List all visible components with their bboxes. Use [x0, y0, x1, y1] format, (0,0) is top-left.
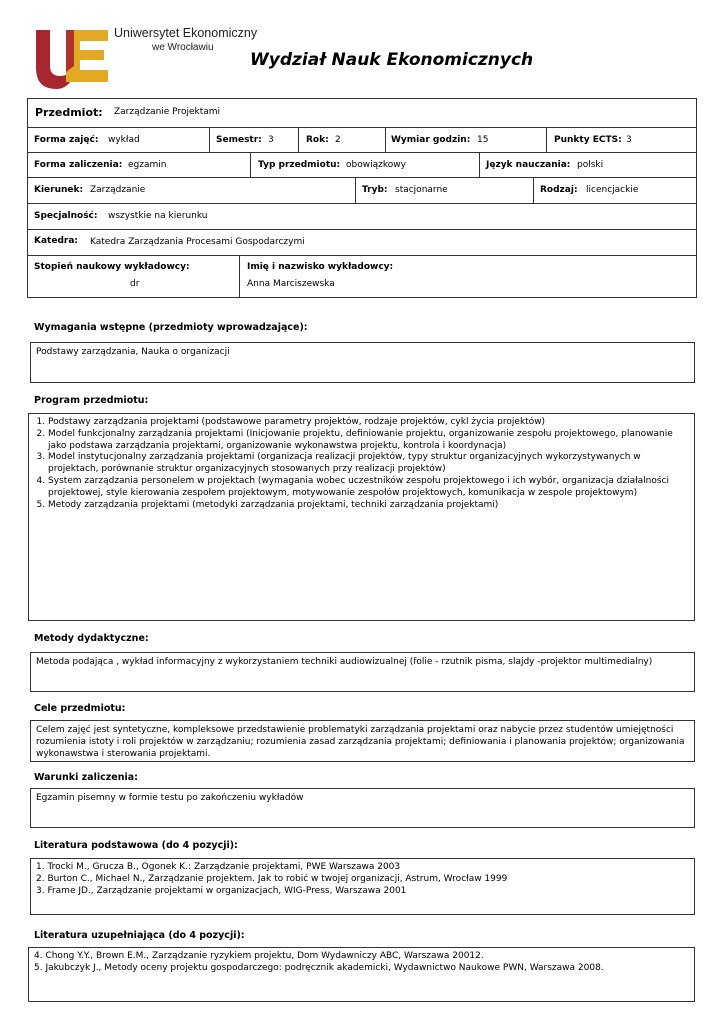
przedmiot-label: Przedmiot: — [35, 106, 103, 119]
program-item: 4. System zarządzania personelem w projektach (wymagania wobec uczestników zespołu projektowego i ich wybór, organizacja działalności projektowej, style kierowania zespołem projektowym, motywowanie zespołów projektowych, komunikacja w zespole projektowym) — [48, 476, 688, 500]
forma-zaliczenia-value: egzamin — [128, 160, 167, 170]
row-katedra — [27, 229, 697, 256]
faculty-title: Wydział Nauk Ekonomicznych — [250, 50, 534, 70]
row-wykladowca — [27, 255, 697, 298]
cell-divider — [298, 128, 299, 152]
wymiar-label: Wymiar godzin: — [391, 135, 471, 145]
row-forma-zaliczenia — [27, 152, 697, 178]
program-item: 5. Metody zarządzania projektami (metodyki zarządzania projektami, techniki zarządzania projektami) — [48, 500, 688, 512]
cell-divider — [546, 128, 547, 152]
stopien-label: Stopień naukowy wykładowcy: — [34, 262, 190, 272]
cell-divider — [479, 153, 480, 177]
jezyk-label: Język nauczania: — [486, 160, 571, 170]
row-kierunek — [27, 177, 697, 204]
cell-divider — [209, 128, 210, 152]
kierunek-value: Zarządzanie — [90, 185, 146, 195]
row-forma-zajec — [27, 127, 697, 153]
lit-podst-item: 2. Burton C., Michael N., Zarządzanie projektem. Jak to robić w twojej organizacji, Astrum, Wrocław 1999 — [36, 873, 508, 884]
cele-title: Cele przedmiotu: — [34, 703, 126, 714]
metody-text: Metoda podająca , wykład informacyjny z wykorzystaniem techniki audiowizualnej (folie - rzutnik pisma, slajdy -projektor multimedialny) — [36, 657, 653, 667]
university-name: Uniwersytet Ekonomiczny — [114, 26, 258, 40]
specjalnosc-value: wszystkie na kierunku — [108, 211, 208, 221]
wykladowca-value: Anna Marciszewska — [247, 279, 335, 289]
rodzaj-value: licencjackie — [586, 185, 639, 195]
przedmiot-value: Zarządzanie Projektami — [114, 107, 221, 117]
cell-divider — [385, 128, 386, 152]
lit-podst-box — [30, 858, 695, 915]
rok-label: Rok: — [306, 135, 329, 145]
rok-value: 2 — [335, 135, 341, 145]
forma-zaliczenia-label: Forma zaliczenia: — [34, 160, 123, 170]
lit-podst-item: 1. Trocki M., Grucza B., Ogonek K.: Zarządzanie projektami, PWE Warszawa 2003 — [36, 862, 401, 872]
lit-uzup-box — [28, 947, 695, 1002]
lit-podst-title: Literatura podstawowa (do 4 pozycji): — [34, 840, 238, 851]
jezyk-value: polski — [577, 160, 604, 170]
university-logo — [34, 26, 110, 92]
cele-box — [30, 720, 695, 762]
metody-title: Metody dydaktyczne: — [34, 633, 149, 644]
stopien-value: dr — [130, 279, 140, 289]
ects-label: Punkty ECTS: — [554, 135, 622, 145]
wymagania-text: Podstawy zarządzania, Nauka o organizacji — [36, 347, 230, 357]
lit-uzup-title: Literatura uzupełniająca (do 4 pozycji): — [34, 930, 245, 941]
lit-podst-item: 3. Frame JD., Zarządzanie projektami w organizacjach, WIG-Press, Warszawa 2001 — [36, 885, 407, 896]
cell-divider — [250, 153, 251, 177]
program-item: 2. Model funkcjonalny zarządzania projektami (Inicjowanie projektu, definiowanie projektu, organizowanie zespołu projektowego, planowanie jako podstawa zarządzania projektami, organizowanie wykonawstwa projektu, kontrola i koordynacja) — [48, 429, 688, 453]
specjalnosc-label: Specjalność: — [34, 211, 98, 221]
cell-divider — [533, 178, 534, 203]
semestr-label: Semestr: — [216, 135, 262, 145]
row-specjalnosc — [27, 203, 697, 230]
row-przedmiot — [27, 98, 697, 128]
cele-text: Celem zajęć jest syntetyczne, kompleksowe przedstawienie problematyki zarządzania projektami oraz nabycie przez studentów umiejętności rozumienia istoty i roli projektów w zarządzaniu; rozumienia zasad zarządzania projektami; definiowania i planowania projektów; organizowania wykonawstwa i sterowania projektami. — [36, 725, 685, 759]
program-list — [34, 417, 688, 511]
forma-zajec-label: Forma zajęć: — [34, 135, 99, 145]
lit-uzup-item: 4. Chong Y.Y., Brown E.M., Zarządzanie ryzykiem projektu, Dom Wydawniczy ABC, Warszawa 20012. — [34, 951, 484, 961]
program-title: Program przedmiotu: — [34, 395, 149, 406]
tryb-value: stacjonarne — [395, 185, 448, 195]
wymagania-box — [30, 342, 695, 383]
forma-zajec-value: wykład — [108, 135, 140, 145]
rodzaj-label: Rodzaj: — [540, 185, 578, 195]
ects-value: 3 — [626, 135, 632, 145]
program-box — [28, 413, 695, 621]
wykladowca-label: Imię i nazwisko wykładowcy: — [247, 262, 394, 272]
cell-divider — [239, 256, 240, 297]
katedra-value: Katedra Zarządzania Procesami Gospodarczymi — [90, 237, 305, 247]
wymiar-value: 15 — [477, 135, 489, 145]
university-city: we Wrocławiu — [152, 42, 214, 53]
warunki-title: Warunki zaliczenia: — [34, 772, 138, 783]
typ-value: obowiązkowy — [346, 160, 406, 170]
warunki-text: Egzamin pisemny w formie testu po zakończeniu wykładów — [36, 793, 304, 803]
katedra-label: Katedra: — [34, 236, 79, 246]
metody-box — [30, 652, 695, 692]
wymagania-title: Wymagania wstępne (przedmioty wprowadzające): — [34, 322, 308, 333]
semestr-value: 3 — [268, 135, 274, 145]
program-item: 3. Model instytucjonalny zarządzania projektami (organizacja realizacji projektów, typy struktur organizacyjnych wykorzystywanych w projektach, porównanie struktur organizacyjnych stosowanych przy realizacji projektów) — [48, 452, 688, 476]
program-item: 1. Podstawy zarządzania projektami (podstawowe parametry projektów, rodzaje projektów, cykl życia projektów) — [48, 417, 688, 429]
warunki-box — [30, 788, 695, 828]
lit-uzup-item: 5. Jakubczyk J., Metody oceny projektu gospodarczego: podręcznik akademicki, Wydawnictwo Naukowe PWN, Warszawa 2008. — [34, 962, 604, 973]
tryb-label: Tryb: — [362, 185, 388, 195]
typ-label: Typ przedmiotu: — [258, 160, 341, 170]
kierunek-label: Kierunek: — [34, 185, 84, 195]
cell-divider — [355, 178, 356, 203]
